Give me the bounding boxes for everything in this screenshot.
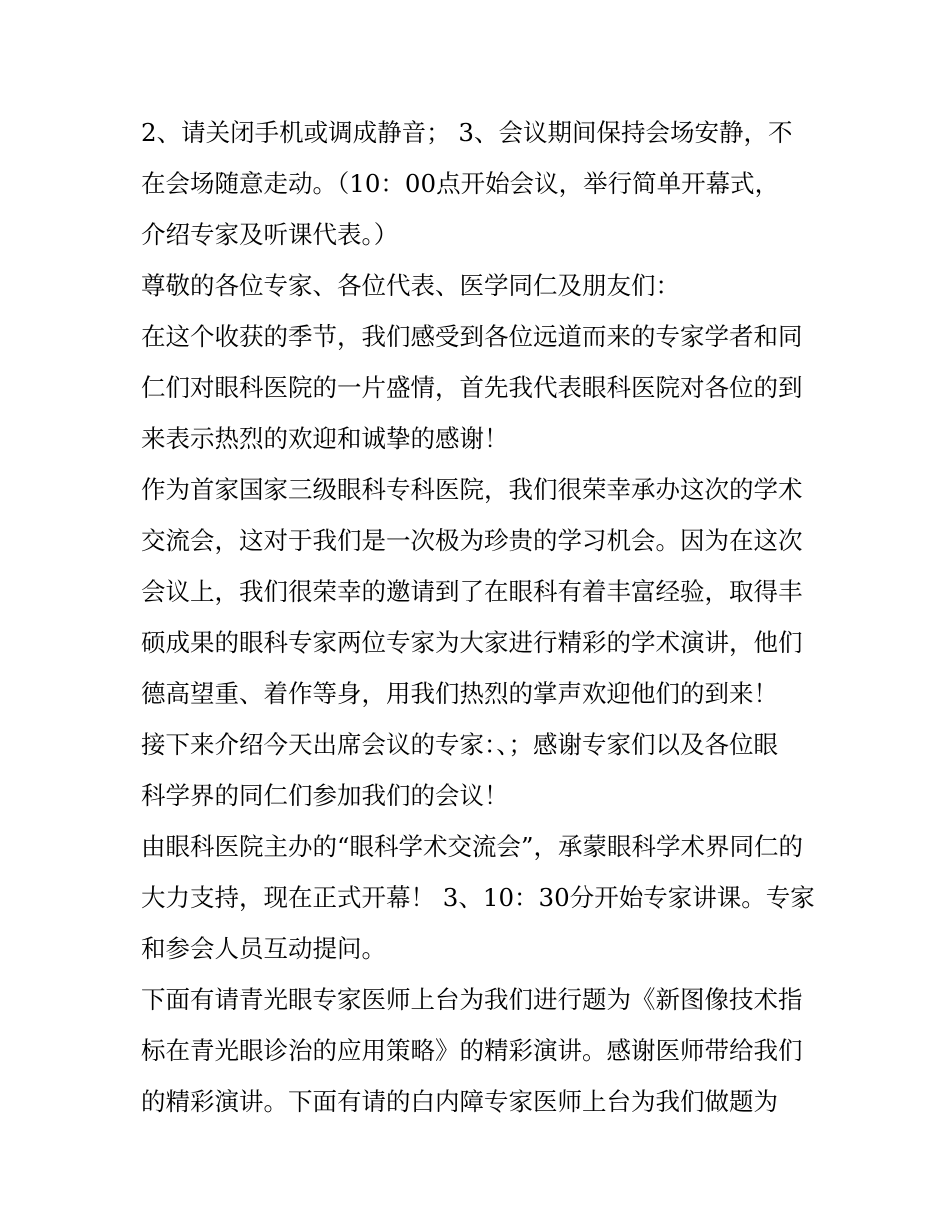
text-line: 来表示热烈的欢迎和诚挚的感谢！ [141,424,509,453]
text-line: 大力支持，现在正式开幕！ 3、10：30分开始专家讲课。专家 [141,883,815,912]
text-line: 在这个收获的季节，我们感受到各位远道而来的专家学者和同 [141,322,803,351]
text-line: 作为首家国家三级眼科专科医院，我们很荣幸承办这次的学术 [141,475,803,504]
text-line: 交流会，这对于我们是一次极为珍贵的学习机会。因为在这次 [141,526,803,555]
text-line: 德高望重、着作等身，用我们热烈的掌声欢迎他们的到来！ [141,679,778,708]
text-line: 标在青光眼诊治的应用策略》的精彩演讲。感谢医师带给我们 [141,1036,803,1065]
text-line: 在会场随意走动。（10：00点开始会议，举行简单开幕式， [141,169,780,198]
text-line: 接下来介绍今天出席会议的专家：、；感谢专家们以及各位眼 [141,730,778,759]
text-line: 和参会人员互动提问。 [141,934,386,963]
text-line: 介绍专家及听课代表。） [141,220,399,249]
text-line: 科学界的同仁们参加我们的会议！ [141,781,509,810]
text-line: 2、请关闭手机或调成静音； 3、会议期间保持会场安静，不 [141,118,793,147]
document-body [141,107,821,1127]
text-line: 硕成果的眼科专家两位专家为大家进行精彩的学术演讲，他们 [141,628,803,657]
text-line: 会议上，我们很荣幸的邀请到了在眼科有着丰富经验，取得丰 [141,577,803,606]
text-line: 由眼科医院主办的“眼科学术交流会”，承蒙眼科学术界同仁的 [141,832,804,861]
text-line: 尊敬的各位专家、各位代表、医学同仁及朋友们： [141,271,680,300]
text-line: 的精彩演讲。下面有请的白内障专家医师上台为我们做题为 [141,1087,778,1116]
text-line: 下面有请青光眼专家医师上台为我们进行题为《新图像技术指 [141,985,803,1014]
text-line: 仁们对眼科医院的一片盛情，首先我代表眼科医院对各位的到 [141,373,803,402]
